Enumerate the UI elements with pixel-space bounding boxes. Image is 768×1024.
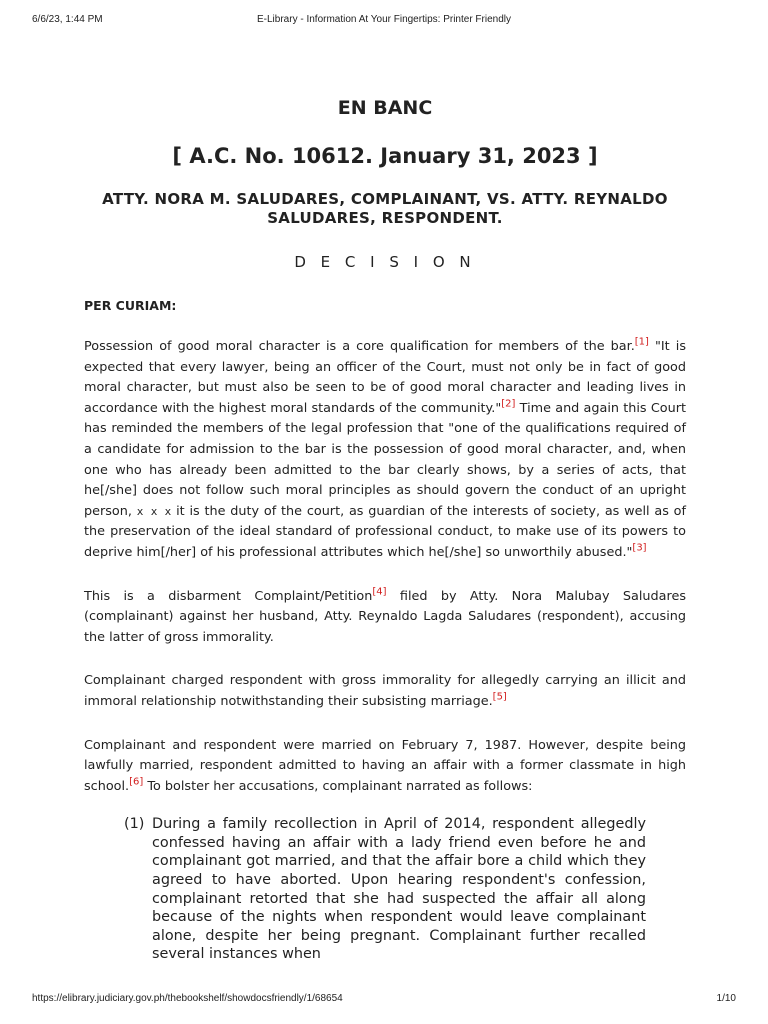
list-item <box>124 815 646 964</box>
print-header <box>32 14 736 28</box>
footnote-link-2[interactable]: [2] <box>501 398 516 410</box>
case-parties: ATTY. NORA M. SALUDARES, COMPLAINANT, VS. ATTY. REYNALDO SALUDARES, RESPONDENT. <box>102 190 668 227</box>
paragraph-2-text-b: filed by Atty. Nora Malubay Saludares (complainant) against her husband, Atty. Reynaldo Lagda Saludares (respondent), accusing the latter of gross immorality. <box>84 588 686 645</box>
paragraph-1-ellipsis: x x x <box>136 504 172 518</box>
paragraph-1 <box>84 337 686 564</box>
footnote-link-4[interactable]: [4] <box>372 586 387 598</box>
per-curiam-label: PER CURIAM: <box>84 298 177 313</box>
footnote-link-6[interactable]: [6] <box>129 776 144 788</box>
case-number: [ A.C. No. 10612. January 31, 2023 ] <box>172 144 598 168</box>
paragraph-1-text-b: "It is expected that every lawyer, being an officer of the Court, must not only be in fact of good moral character, but must also be seen to be of good moral character and leading lives in accordance with the highest moral standards of the community." <box>84 339 686 416</box>
footnote-link-3[interactable]: [3] <box>632 542 647 554</box>
paragraph-1-text-c: Time and again this Court has reminded the members of the legal profession that "one of the qualifications required of a candidate for admission to the bar is the possession of good moral character, and, when one who has already been admitted to the bar clearly shows, by a series of acts, that he[/she] does not follow such moral principles as should govern the conduct of an upright person, <box>84 400 686 519</box>
page-number: 1/10 <box>716 993 736 1004</box>
paragraph-2-text-a: This is a disbarment Complaint/Petition <box>84 588 373 604</box>
decision-heading: D E C I S I O N <box>294 253 476 271</box>
paragraph-3 <box>84 671 686 712</box>
paragraph-1-text-d: it is the duty of the court, as guardian of the interests of society, as well as of the preservation of the ideal standard of professional conduct, to make use of its powers to deprive him[/her] of his professional attributes which he[/she] so unworthily abused." <box>84 503 687 560</box>
court-division: EN BANC <box>337 97 433 119</box>
print-title: E-Library - Information At Your Fingertips: Printer Friendly <box>257 14 511 25</box>
document-body <box>84 96 686 964</box>
paragraph-4-text-b: To bolster her accusations, complainant narrated as follows: <box>143 778 533 794</box>
paragraph-4-text-a: Complainant and respondent were married on February 7, 1987. However, despite being lawfully married, respondent admitted to having an affair with a former classmate in high school. <box>84 737 686 794</box>
paragraph-2 <box>84 587 686 649</box>
print-url: https://elibrary.judiciary.gov.ph/thebookshelf/showdocsfriendly/1/68654 <box>32 993 343 1004</box>
print-datetime: 6/6/23, 1:44 PM <box>32 14 103 25</box>
list-item-number: (1) <box>124 816 145 833</box>
paragraph-1-text-a: Possession of good moral character is a core qualification for members of the bar. <box>84 339 635 354</box>
paragraph-3-text-a: Complainant charged respondent with gross immorality for allegedly carrying an illicit and immoral relationship notwithstanding their subsisting marriage. <box>84 673 686 709</box>
print-footer <box>32 993 736 1007</box>
list-item-text: During a family recollection in April of 2014, respondent allegedly confessed having an affair with a lady friend even before he and complainant got married, and that the affair bore a child which they agreed to have aborted. Upon hearing respondent's confession, complainant retorted that she had suspected the affair all along because of the nights when respondent would leave complainant alone, despite her being pregnant. Complainant further recalled several instances when <box>152 816 646 963</box>
footnote-link-1[interactable]: [1] <box>634 336 649 348</box>
footnote-link-5[interactable]: [5] <box>492 691 507 703</box>
paragraph-4 <box>84 736 686 798</box>
